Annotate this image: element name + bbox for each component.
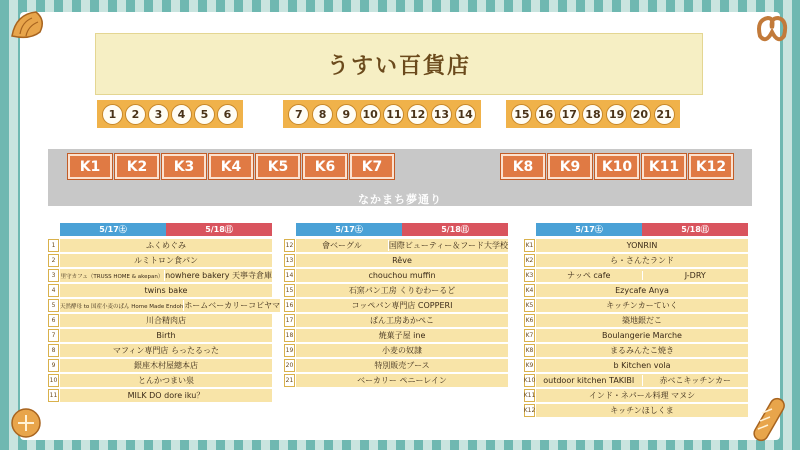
schedule-row — [48, 284, 272, 297]
shop-name: まるみんたこ焼き — [610, 346, 674, 355]
stall-6[interactable]: 6 — [217, 104, 238, 125]
row-shops — [536, 284, 748, 297]
row-shops — [296, 254, 508, 267]
schedule-row — [48, 359, 272, 372]
kiosk-group-left — [68, 154, 394, 179]
shop-name: 銀座木村屋總本店 — [134, 361, 198, 370]
kiosk-K7[interactable]: K7 — [350, 154, 394, 179]
schedule-row — [524, 239, 748, 252]
kiosk-K8[interactable]: K8 — [501, 154, 545, 179]
row-shops — [296, 374, 508, 387]
schedule-right — [524, 223, 748, 419]
row-number: 11 — [48, 389, 59, 402]
pretzel-icon — [752, 10, 792, 50]
stall-11[interactable]: 11 — [383, 104, 404, 125]
kiosk-K10[interactable]: K10 — [595, 154, 639, 179]
shop-name: キッチンほしくま — [610, 406, 674, 415]
row-shops — [296, 344, 508, 357]
schedule-row — [48, 254, 272, 267]
schedule-left — [48, 223, 281, 404]
schedule-row — [284, 314, 508, 327]
kiosk-K9[interactable]: K9 — [548, 154, 592, 179]
row-number: 1 — [48, 239, 59, 252]
date-label-day1: 5/17㊏ — [296, 223, 402, 236]
schedule-row — [48, 344, 272, 357]
shop-name: ベーカリー ペニーレイン — [357, 376, 447, 385]
baguette-icon — [748, 395, 792, 445]
schedule-row — [48, 389, 272, 402]
row-shops — [536, 239, 748, 252]
row-number: 5 — [48, 299, 59, 312]
row-number: K2 — [524, 254, 535, 267]
row-number: 21 — [284, 374, 295, 387]
row-number: 3 — [48, 269, 59, 282]
schedule-row — [284, 254, 508, 267]
schedule-row — [284, 269, 508, 282]
stall-5[interactable]: 5 — [194, 104, 215, 125]
row-shops — [296, 269, 508, 282]
row-shops — [536, 299, 748, 312]
stall-2[interactable]: 2 — [125, 104, 146, 125]
street-area — [48, 149, 752, 206]
schedule-row — [524, 314, 748, 327]
shop-name: キッチンカーていく — [606, 301, 678, 310]
stall-17[interactable]: 17 — [559, 104, 580, 125]
row-number: K3 — [524, 269, 535, 282]
shop-name: Boulangerie Marche — [602, 331, 682, 340]
kiosk-group-right — [501, 154, 733, 179]
schedule-row — [524, 269, 748, 282]
row-number: 14 — [284, 269, 295, 282]
store-title: うすい百貨店 — [95, 33, 703, 95]
row-number: K5 — [524, 299, 535, 312]
schedule-row — [284, 344, 508, 357]
row-number: K12 — [524, 404, 535, 417]
schedule-date-header — [536, 223, 748, 236]
street-label: なかまち夢通り — [358, 193, 442, 206]
date-label-day2: 5/18㊐ — [166, 223, 272, 236]
row-shops — [296, 284, 508, 297]
shop-name: 赤べこキッチンカー — [642, 375, 749, 386]
row-number: 17 — [284, 314, 295, 327]
date-label-day1: 5/17㊏ — [536, 223, 642, 236]
schedule-row — [284, 239, 508, 252]
row-number: 4 — [48, 284, 59, 297]
shop-name: 里守カフェ（TRUSS HOME & akepan） — [60, 273, 164, 280]
schedule-row — [284, 359, 508, 372]
shop-name: nowhere bakery 天寧寺倉庫 — [165, 271, 272, 280]
schedule-row — [48, 374, 272, 387]
row-number: K10 — [524, 374, 535, 387]
stall-14[interactable]: 14 — [455, 104, 476, 125]
kiosk-K12[interactable]: K12 — [689, 154, 733, 179]
row-number: 2 — [48, 254, 59, 267]
date-label-day1: 5/17㊏ — [60, 223, 166, 236]
row-number: K4 — [524, 284, 535, 297]
row-shops — [60, 299, 280, 312]
schedule-row — [524, 359, 748, 372]
row-shops — [60, 254, 272, 267]
schedule-row — [524, 404, 748, 417]
row-number: K8 — [524, 344, 535, 357]
stall-group-2 — [283, 100, 481, 128]
schedule-row — [284, 329, 508, 342]
stall-7[interactable]: 7 — [288, 104, 309, 125]
schedule-row — [524, 374, 748, 387]
shop-name: Birth — [156, 331, 176, 340]
shop-name: J-DRY — [642, 271, 749, 280]
shop-name: ら・さんたランド — [610, 256, 674, 265]
schedule-row — [48, 329, 272, 342]
stall-15[interactable]: 15 — [511, 104, 532, 125]
shop-name: outdoor kitchen TAKIBI — [543, 376, 635, 385]
shop-name: 築地銀だこ — [622, 316, 662, 325]
schedule-row — [524, 389, 748, 402]
row-number: 15 — [284, 284, 295, 297]
stall-3[interactable]: 3 — [148, 104, 169, 125]
schedule-row — [48, 269, 272, 282]
row-shops — [296, 239, 508, 252]
kiosk-K3[interactable]: K3 — [162, 154, 206, 179]
row-shops — [296, 299, 508, 312]
shop-name: 天然酵母 to 国産小麦のぱん Home Made Endoh — [60, 303, 184, 310]
shop-name: ルミトロン食パン — [134, 256, 198, 265]
row-number: 19 — [284, 344, 295, 357]
row-shops — [60, 344, 272, 357]
row-shops — [536, 254, 748, 267]
kiosk-K4[interactable]: K4 — [209, 154, 253, 179]
row-shops — [60, 359, 272, 372]
kiosk-K2[interactable]: K2 — [115, 154, 159, 179]
shop-name: 石窯パン工房 くりむわーるど — [348, 286, 456, 295]
shop-name: Ezycafe Anya — [615, 286, 669, 295]
shop-name: YONRIN — [626, 241, 658, 250]
schedule-row — [524, 254, 748, 267]
row-shops — [60, 314, 272, 327]
row-shops — [536, 329, 748, 342]
row-shops — [296, 359, 508, 372]
row-shops — [60, 389, 272, 402]
row-number: K1 — [524, 239, 535, 252]
shop-name: ホームベーカリーコビヤマ — [184, 301, 281, 310]
stall-18[interactable]: 18 — [582, 104, 603, 125]
stall-16[interactable]: 16 — [535, 104, 556, 125]
stall-group-1 — [97, 100, 243, 128]
row-shops — [296, 314, 508, 327]
shop-name: ふくめぐみ — [146, 241, 186, 250]
bread-roll-icon — [8, 405, 44, 441]
shop-name: twins bake — [144, 286, 188, 295]
schedule-row — [284, 284, 508, 297]
row-number: 20 — [284, 359, 295, 372]
row-number: K6 — [524, 314, 535, 327]
row-number: 13 — [284, 254, 295, 267]
shop-name: 特別販売ブース — [374, 361, 430, 370]
schedule-middle — [284, 223, 508, 389]
shop-name: マフィン専門店 らったるった — [113, 346, 219, 355]
row-shops — [60, 269, 272, 282]
shop-name: chouchou muffin — [368, 271, 436, 280]
kiosk-K6[interactable]: K6 — [303, 154, 347, 179]
row-shops — [536, 344, 748, 357]
schedule-row — [524, 344, 748, 357]
schedule-date-header — [60, 223, 272, 236]
shop-name: Rêve — [392, 256, 412, 265]
stall-8[interactable]: 8 — [312, 104, 333, 125]
stall-group-3 — [506, 100, 680, 128]
schedule-date-header — [296, 223, 508, 236]
date-label-day2: 5/18㊐ — [642, 223, 748, 236]
row-shops — [60, 284, 272, 297]
stall-9[interactable]: 9 — [336, 104, 357, 125]
shop-name: とんかつまい泉 — [138, 376, 194, 385]
row-shops — [536, 359, 748, 372]
row-number: 6 — [48, 314, 59, 327]
shop-name: ぱん工房あかぺこ — [370, 316, 434, 325]
shop-name: 焼菓子屋 ine — [378, 331, 426, 340]
row-number: 10 — [48, 374, 59, 387]
row-number: K11 — [524, 389, 535, 402]
row-number: 12 — [284, 239, 295, 252]
stall-12[interactable]: 12 — [407, 104, 428, 125]
kiosk-K5[interactable]: K5 — [256, 154, 300, 179]
schedule-row — [524, 299, 748, 312]
row-shops — [60, 374, 272, 387]
kiosk-K11[interactable]: K11 — [642, 154, 686, 179]
row-number: K9 — [524, 359, 535, 372]
row-number: 16 — [284, 299, 295, 312]
shop-name: ナッペ cafe — [567, 271, 611, 280]
schedule-row — [48, 239, 272, 252]
schedule-row — [284, 374, 508, 387]
row-number: 7 — [48, 329, 59, 342]
row-shops — [536, 389, 748, 402]
schedule-row — [524, 284, 748, 297]
row-number: K7 — [524, 329, 535, 342]
stall-13[interactable]: 13 — [431, 104, 452, 125]
schedule-row — [284, 299, 508, 312]
shop-name: コッペパン専門店 COPPERI — [351, 301, 453, 310]
stall-10[interactable]: 10 — [360, 104, 381, 125]
stall-21[interactable]: 21 — [654, 104, 675, 125]
shop-name: 川合精肉店 — [146, 316, 186, 325]
shop-name: インド・ネパール料理 マヌシ — [588, 391, 696, 400]
row-number: 18 — [284, 329, 295, 342]
stall-4[interactable]: 4 — [171, 104, 192, 125]
shop-name: MILK DO dore iku？ — [127, 391, 205, 400]
row-shops — [536, 404, 748, 417]
kiosk-K1[interactable]: K1 — [68, 154, 112, 179]
schedule-row — [48, 314, 272, 327]
shop-name: b Kitchen vola — [613, 361, 671, 370]
stall-20[interactable]: 20 — [630, 104, 651, 125]
row-shops — [296, 329, 508, 342]
croissant-icon — [6, 6, 50, 50]
shop-name: 小麦の奴隷 — [382, 346, 422, 355]
stall-19[interactable]: 19 — [606, 104, 627, 125]
date-label-day2: 5/18㊐ — [402, 223, 508, 236]
row-shops — [536, 269, 748, 282]
row-shops — [60, 329, 272, 342]
row-number: 9 — [48, 359, 59, 372]
row-shops — [536, 374, 748, 387]
schedule-row — [48, 299, 281, 312]
schedule-row — [524, 329, 748, 342]
stall-1[interactable]: 1 — [102, 104, 123, 125]
row-shops — [60, 239, 272, 252]
row-shops — [536, 314, 748, 327]
shop-name: 會ベーグル — [322, 241, 362, 250]
shop-name: 国際ビューティー＆フード大学校 — [388, 241, 508, 250]
row-number: 8 — [48, 344, 59, 357]
